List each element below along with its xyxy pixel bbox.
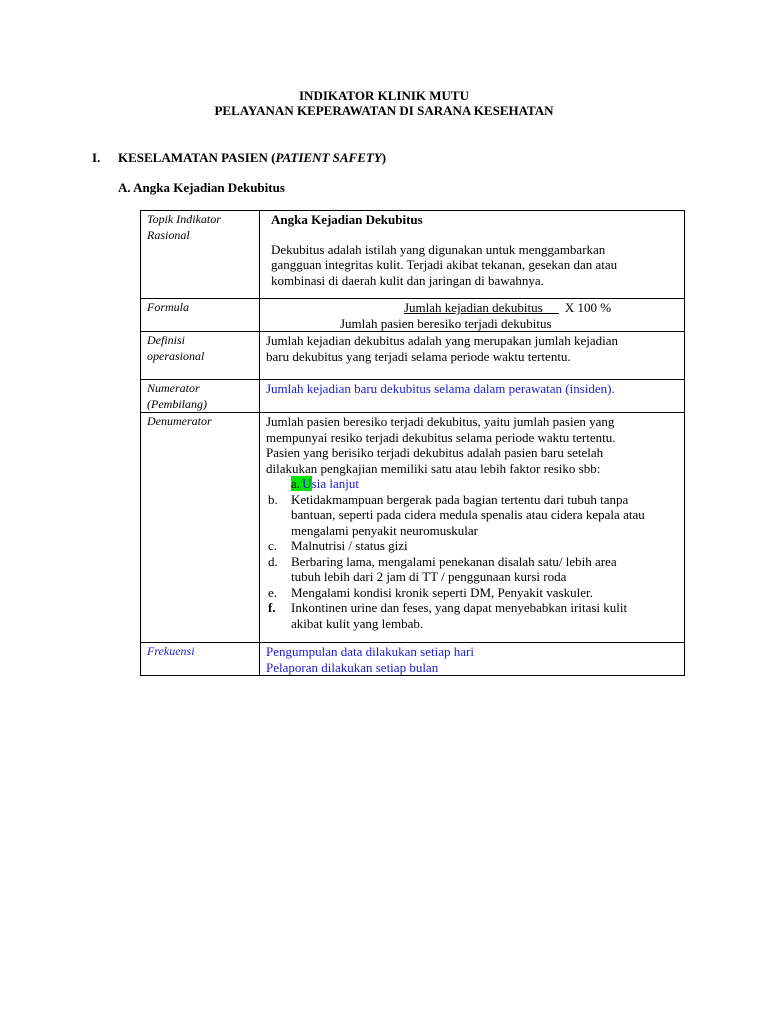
rasional-value	[271, 242, 678, 289]
indicator-table	[140, 210, 685, 676]
risk-factor-text: mengalami penyakit neuromuskular	[291, 522, 479, 538]
row-denumerator	[141, 413, 685, 643]
label-formula: Formula	[141, 299, 260, 332]
denumerator-line: Pasien yang berisiko terjadi dekubitus adalah pasien baru setelah	[266, 445, 604, 460]
row-numerator	[141, 380, 685, 413]
risk-factor-text: bantuan, seperti pada cidera medula spenalis atau cidera kepala atau	[291, 507, 645, 522]
risk-factor-item	[266, 554, 678, 585]
risk-factor-list	[266, 476, 678, 631]
label-definisi	[141, 332, 260, 380]
definisi-line: baru dekubitus yang terjadi selama periode waktu tertentu.	[266, 348, 571, 364]
label-definisi-2: operasional	[147, 348, 205, 363]
document-subtitle: PELAYANAN KEPERAWATAN DI SARANA KESEHATAN	[214, 103, 554, 118]
section-text: KESELAMATAN PASIEN (	[118, 150, 276, 165]
formula-numerator: Jumlah kejadian dekubitus	[404, 300, 543, 315]
rasional-line: kombinasi di daerah kulit dan jaringan di bawahnya.	[271, 272, 544, 288]
formula-denominator: Jumlah pasien beresiko terjadi dekubitus	[340, 315, 552, 331]
document-title: INDIKATOR KLINIK MUTU	[299, 88, 469, 103]
frekuensi-line: Pelaporan dilakukan setiap bulan	[266, 659, 439, 675]
label-numerator	[141, 380, 260, 413]
row-definisi	[141, 332, 685, 380]
risk-factor-marker: c.	[268, 538, 278, 553]
frekuensi-line: Pengumpulan data dilakukan setiap hari	[266, 644, 474, 659]
rasional-line: gangguan integritas kulit. Terjadi akibat tekanan, gesekan dan atau	[271, 257, 618, 272]
label-numerator-2: (Pembilang)	[147, 396, 207, 411]
topik-value: Angka Kejadian Dekubitus	[271, 212, 423, 227]
definisi-value	[260, 332, 685, 380]
section-number: I.	[92, 150, 101, 165]
definisi-line: Jumlah kejadian dekubitus adalah yang merupakan jumlah kejadian	[266, 333, 618, 348]
frekuensi-value	[260, 643, 685, 676]
label-rasional: Rasional	[147, 227, 190, 242]
denumerator-line: dilakukan pengkajian memiliki satu atau lebih faktor resiko sbb:	[266, 460, 601, 476]
risk-factor-item	[266, 600, 678, 631]
section-italic: PATIENT SAFETY	[275, 150, 382, 165]
row-formula	[141, 299, 685, 332]
risk-factor-item	[266, 585, 678, 601]
label-cell-topik-rasional	[141, 211, 260, 299]
risk-factor-text: Malnutrisi / status gizi	[291, 538, 408, 553]
rasional-line: Dekubitus adalah istilah yang digunakan untuk menggambarkan	[271, 241, 606, 257]
numerator-value: Jumlah kejadian baru dekubitus selama dalam perawatan (insiden).	[260, 380, 685, 413]
row-topik-rasional	[141, 211, 685, 299]
value-cell-topik-rasional	[260, 211, 685, 299]
risk-factor-text: Ketidakmampuan bergerak pada bagian tertentu dari tubuh tanpa	[291, 491, 629, 507]
risk-factor-item	[266, 476, 678, 492]
highlight-marker: a.	[291, 476, 312, 491]
label-topik: Topik Indikator	[147, 212, 221, 226]
denumerator-line: Jumlah pasien beresiko terjadi dekubitus, yaitu jumlah pasien yang	[266, 414, 615, 429]
risk-factor-marker: b.	[268, 491, 278, 507]
risk-factor-marker: d.	[268, 553, 278, 569]
label-denumerator: Denumerator	[141, 413, 260, 643]
formula-numerator-row	[266, 300, 678, 316]
risk-factor-marker: f.	[268, 600, 276, 615]
formula-multiplier: X 100 %	[564, 300, 612, 315]
row-frekuensi	[141, 643, 685, 676]
section-close: )	[381, 150, 387, 165]
risk-factor-text: akibat kulit yang lembab.	[291, 615, 424, 631]
label-numerator-1: Numerator	[147, 381, 200, 395]
risk-factor-text: tubuh lebih dari 2 jam di TT / penggunaan kursi roda	[291, 569, 567, 584]
risk-factor-text: Mengalami kondisi kronik seperti DM, Penyakit vaskuler.	[291, 584, 593, 600]
risk-factor-text: Usia lanjut	[302, 476, 359, 491]
risk-factor-text: Inkontinen urine dan feses, yang dapat menyebabkan iritasi kulit	[291, 600, 628, 615]
formula-cell	[260, 299, 685, 332]
label-frekuensi: Frekuensi	[141, 643, 260, 676]
risk-factor-marker: e.	[268, 584, 278, 600]
risk-factor-item	[266, 492, 678, 539]
denumerator-line: mempunyai resiko terjadi dekubitus selama periode waktu tertentu.	[266, 429, 616, 445]
denumerator-value	[260, 413, 685, 643]
label-definisi-1: Definisi	[147, 333, 185, 347]
risk-factor-item	[266, 538, 678, 554]
subsection-heading: A. Angka Kejadian Dekubitus	[118, 180, 285, 195]
risk-factor-text: Berbaring lama, mengalami penekanan disalah satu/ lebih area	[291, 553, 617, 569]
section-heading	[92, 150, 386, 166]
